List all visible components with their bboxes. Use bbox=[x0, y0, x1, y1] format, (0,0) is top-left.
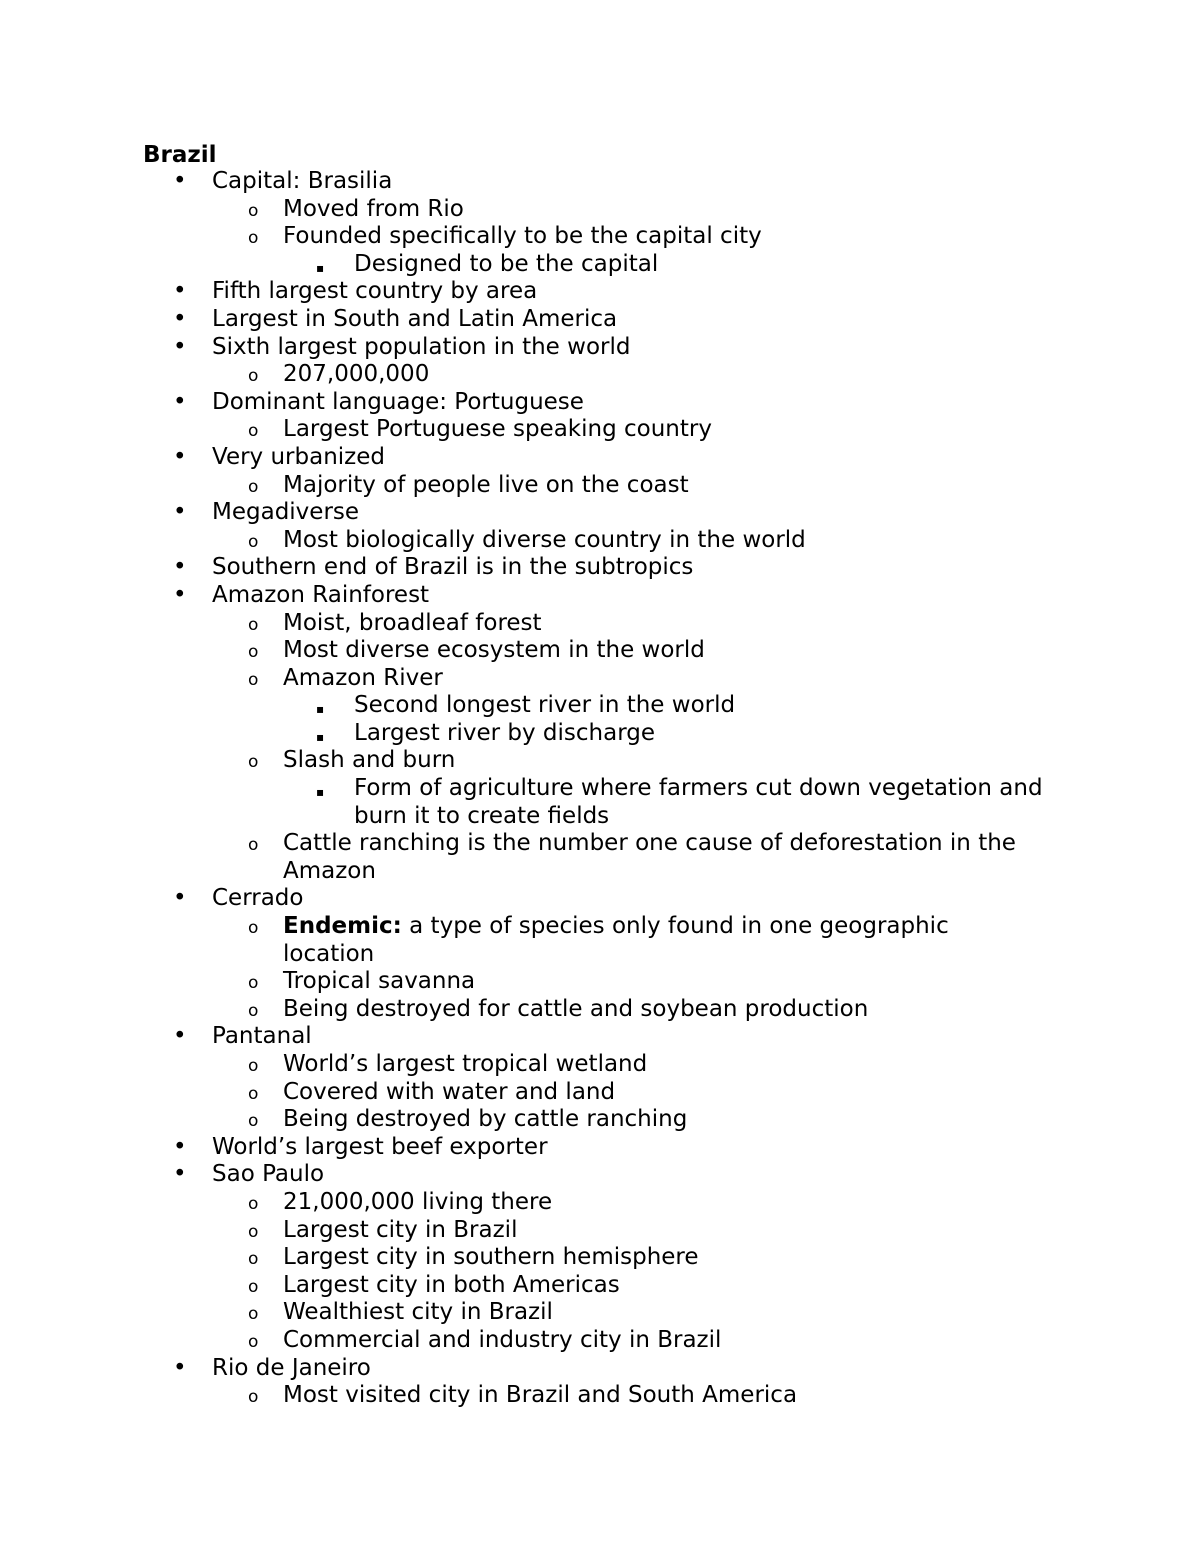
list-item-text: Rio de Janeiro bbox=[212, 1354, 371, 1381]
document-title: Brazil bbox=[143, 142, 217, 168]
term-bold: Endemic: bbox=[283, 913, 402, 940]
bullet-circle-icon: o bbox=[248, 1221, 259, 1242]
bullet-dot-icon: • bbox=[173, 443, 187, 470]
list-item bbox=[0, 168, 1200, 196]
list-item bbox=[0, 1134, 1200, 1162]
bullet-circle-icon: o bbox=[248, 918, 259, 939]
list-item bbox=[0, 913, 1200, 941]
bullet-circle-icon: o bbox=[248, 752, 259, 773]
bullet-dot-icon: • bbox=[173, 499, 187, 526]
list-item bbox=[0, 1272, 1200, 1300]
list-item-text: Tropical savanna bbox=[283, 968, 476, 995]
list-item bbox=[0, 1299, 1200, 1327]
list-item bbox=[0, 830, 1200, 858]
list-item bbox=[0, 554, 1200, 582]
list-item-text: Largest in South and Latin America bbox=[212, 305, 618, 332]
list-item-text: Pantanal bbox=[212, 1023, 312, 1050]
list-item-text: Moist, broadleaf forest bbox=[283, 609, 542, 636]
list-item bbox=[0, 334, 1200, 362]
list-item bbox=[0, 720, 1200, 748]
list-item bbox=[0, 637, 1200, 665]
list-item-text: location bbox=[283, 940, 375, 967]
list-item bbox=[0, 196, 1200, 224]
list-item-text: 207,000,000 bbox=[283, 361, 430, 388]
list-item-text: Fifth largest country by area bbox=[212, 278, 538, 305]
bullet-circle-icon: o bbox=[248, 1387, 259, 1408]
bullet-dot-icon: • bbox=[173, 305, 187, 332]
bullet-dot-icon: • bbox=[173, 1023, 187, 1050]
list-item-text: Cerrado bbox=[212, 885, 304, 912]
list-item-continuation bbox=[0, 858, 1200, 886]
list-item bbox=[0, 582, 1200, 610]
list-item bbox=[0, 416, 1200, 444]
bullet-square-icon: ▪ bbox=[316, 260, 325, 275]
list-item-text: Covered with water and land bbox=[283, 1078, 616, 1105]
list-item bbox=[0, 499, 1200, 527]
list-item-text: Designed to be the capital bbox=[354, 250, 659, 277]
list-item-text: burn it to create fields bbox=[354, 802, 610, 829]
list-item bbox=[0, 692, 1200, 720]
list-item bbox=[0, 389, 1200, 417]
list-item bbox=[0, 1327, 1200, 1355]
list-item bbox=[0, 444, 1200, 472]
bullet-circle-icon: o bbox=[248, 1249, 259, 1270]
list-item bbox=[0, 223, 1200, 251]
list-item-text: Majority of people live on the coast bbox=[283, 471, 689, 498]
list-item bbox=[0, 1189, 1200, 1217]
list-item bbox=[0, 251, 1200, 279]
list-item bbox=[0, 527, 1200, 555]
list-item bbox=[0, 1382, 1200, 1410]
list-item-text: Capital: Brasilia bbox=[212, 168, 393, 194]
bullet-circle-icon: o bbox=[248, 642, 259, 663]
list-item-text: Being destroyed by cattle ranching bbox=[283, 1106, 688, 1133]
bullet-circle-icon: o bbox=[248, 1111, 259, 1132]
list-item-text: Largest city in Brazil bbox=[283, 1216, 518, 1243]
bullet-dot-icon: • bbox=[173, 581, 187, 608]
bullet-circle-icon: o bbox=[248, 531, 259, 552]
list-item-text: Megadiverse bbox=[212, 499, 360, 526]
list-item-text: Largest city in both Americas bbox=[283, 1271, 620, 1298]
bullet-circle-icon: o bbox=[248, 1304, 259, 1325]
list-item bbox=[0, 278, 1200, 306]
list-item bbox=[0, 1079, 1200, 1107]
list-item-text: Sao Paulo bbox=[212, 1161, 325, 1188]
list-item bbox=[0, 306, 1200, 334]
list-item-text: Second longest river in the world bbox=[354, 692, 736, 719]
list-item-text: Largest Portuguese speaking country bbox=[283, 416, 712, 443]
bullet-dot-icon: • bbox=[173, 554, 187, 581]
list-item-text: Moved from Rio bbox=[283, 195, 464, 222]
list-item bbox=[0, 665, 1200, 693]
list-item-text: Most biologically diverse country in the world bbox=[283, 526, 806, 553]
list-item-text: Endemic: a type of species only found in one geographic bbox=[283, 913, 949, 940]
bullet-circle-icon: o bbox=[248, 1276, 259, 1297]
list-item-text: Most visited city in Brazil and South America bbox=[283, 1382, 798, 1409]
list-item bbox=[0, 1161, 1200, 1189]
list-item-continuation bbox=[0, 941, 1200, 969]
bullet-circle-icon: o bbox=[248, 1193, 259, 1214]
list-item-text: Cattle ranching is the number one cause of deforestation in the bbox=[283, 830, 1016, 857]
list-item-text: Slash and burn bbox=[283, 747, 456, 774]
list-item-text: Most diverse ecosystem in the world bbox=[283, 637, 705, 664]
list-item-text: Dominant language: Portuguese bbox=[212, 388, 584, 415]
list-item-text: Being destroyed for cattle and soybean production bbox=[283, 995, 869, 1022]
list-item-text: Largest river by discharge bbox=[354, 719, 656, 746]
bullet-circle-icon: o bbox=[248, 669, 259, 690]
list-item bbox=[0, 1106, 1200, 1134]
bullet-circle-icon: o bbox=[248, 476, 259, 497]
bullet-circle-icon: o bbox=[248, 366, 259, 387]
list-item bbox=[0, 1217, 1200, 1245]
bullet-square-icon: ▪ bbox=[316, 729, 325, 744]
bullet-circle-icon: o bbox=[248, 421, 259, 442]
bullet-circle-icon: o bbox=[248, 1083, 259, 1104]
list-item-text: Form of agriculture where farmers cut down vegetation and bbox=[354, 775, 1043, 802]
list-item bbox=[0, 775, 1200, 803]
bullet-circle-icon: o bbox=[248, 1000, 259, 1021]
list-item bbox=[0, 996, 1200, 1024]
list-item-text: Largest city in southern hemisphere bbox=[283, 1244, 699, 1271]
list-item-text: Commercial and industry city in Brazil bbox=[283, 1326, 722, 1353]
list-item-text: World’s largest beef exporter bbox=[212, 1133, 548, 1160]
list-item bbox=[0, 885, 1200, 913]
list-item-text: Wealthiest city in Brazil bbox=[283, 1299, 553, 1326]
list-item bbox=[0, 1355, 1200, 1383]
bullet-circle-icon: o bbox=[248, 614, 259, 635]
list-item-text: World’s largest tropical wetland bbox=[283, 1051, 648, 1077]
bullet-dot-icon: • bbox=[173, 1133, 187, 1160]
bullet-circle-icon: o bbox=[248, 200, 259, 221]
bullet-dot-icon: • bbox=[173, 1354, 187, 1381]
bullet-dot-icon: • bbox=[173, 278, 187, 305]
list-item bbox=[0, 747, 1200, 775]
list-item-text: Amazon River bbox=[283, 664, 443, 691]
bullet-dot-icon: • bbox=[173, 168, 187, 194]
bullet-list bbox=[0, 168, 1200, 1410]
list-item bbox=[0, 472, 1200, 500]
list-item-text: Southern end of Brazil is in the subtropics bbox=[212, 554, 694, 581]
list-item-text: 21,000,000 living there bbox=[283, 1188, 553, 1215]
list-item-text: Sixth largest population in the world bbox=[212, 333, 631, 360]
list-item bbox=[0, 1023, 1200, 1051]
bullet-square-icon: ▪ bbox=[316, 785, 325, 800]
list-item-text: Amazon Rainforest bbox=[212, 581, 430, 608]
bullet-circle-icon: o bbox=[248, 1331, 259, 1352]
bullet-square-icon: ▪ bbox=[316, 702, 325, 717]
bullet-dot-icon: • bbox=[173, 388, 187, 415]
list-item-text: Founded specifically to be the capital city bbox=[283, 223, 762, 250]
bullet-circle-icon: o bbox=[248, 228, 259, 249]
list-item-text: Very urbanized bbox=[212, 443, 385, 470]
list-item bbox=[0, 968, 1200, 996]
list-item bbox=[0, 1244, 1200, 1272]
list-item-text: Amazon bbox=[283, 857, 376, 884]
bullet-dot-icon: • bbox=[173, 333, 187, 360]
bullet-circle-icon: o bbox=[248, 973, 259, 994]
list-item bbox=[0, 361, 1200, 389]
bullet-circle-icon: o bbox=[248, 835, 259, 856]
list-item bbox=[0, 610, 1200, 638]
bullet-dot-icon: • bbox=[173, 885, 187, 912]
bullet-dot-icon: • bbox=[173, 1161, 187, 1188]
list-item bbox=[0, 1051, 1200, 1079]
list-item-continuation bbox=[0, 803, 1200, 831]
bullet-circle-icon: o bbox=[248, 1056, 259, 1076]
